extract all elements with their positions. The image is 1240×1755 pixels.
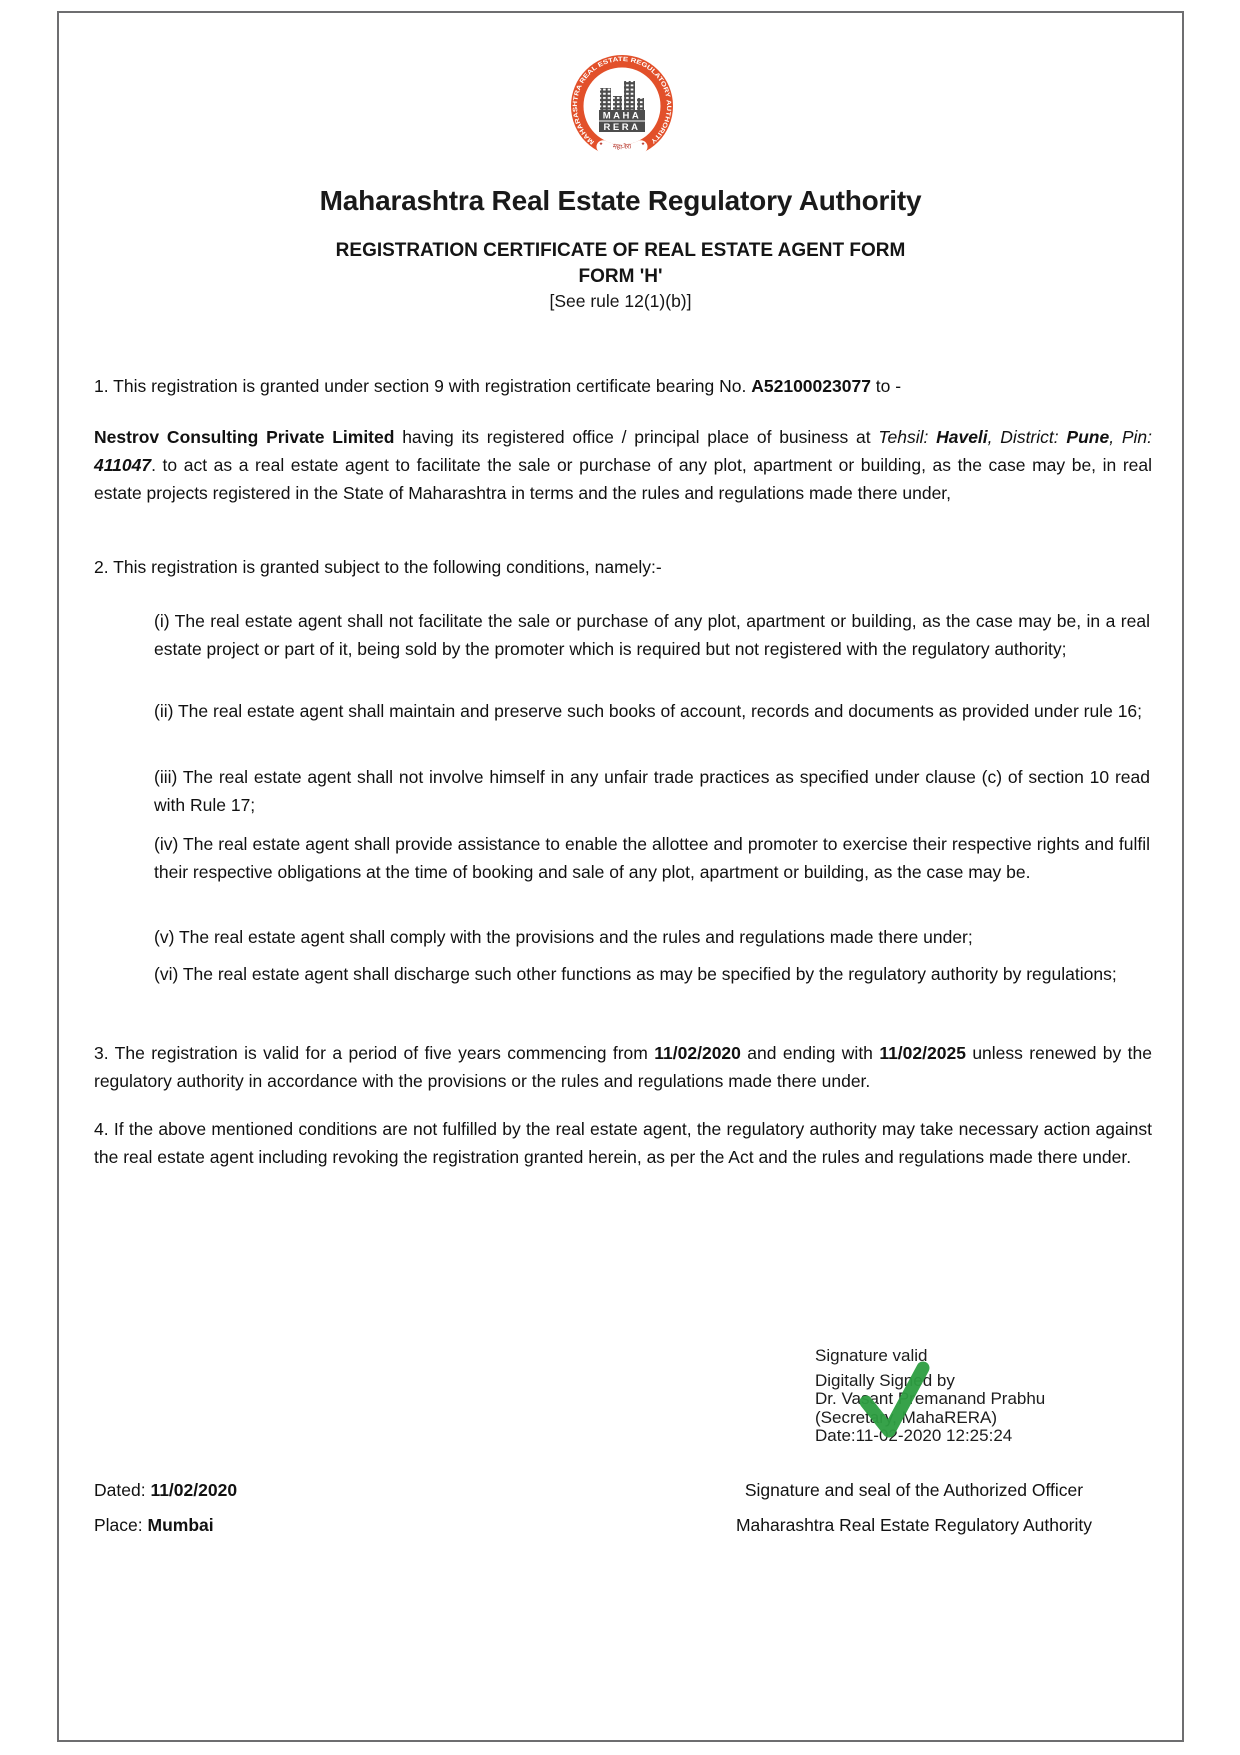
dated-label: Dated: bbox=[94, 1480, 151, 1500]
logo-star-left-icon: ★ bbox=[599, 141, 604, 146]
svg-text:MAHA: MAHA bbox=[602, 110, 642, 122]
condition-vi: (vi) The real estate agent shall discharge such other functions as may be specified by the regulatory authority by regulations; bbox=[154, 964, 1117, 984]
agent-name: Nestrov Consulting Private Limited bbox=[94, 427, 395, 447]
agent-seg1: having its registered office / principal place of business at bbox=[394, 427, 879, 447]
maharera-seal-logo bbox=[570, 54, 674, 158]
pin-label: Pin: bbox=[1121, 427, 1152, 447]
signature-checkmark-icon bbox=[856, 1360, 932, 1438]
registration-number: A52100023077 bbox=[751, 376, 871, 396]
clause-2: 2. This registration is granted subject to the following conditions, namely:- bbox=[94, 557, 662, 577]
signer-name: Dr. Vasant Premanand Prabhu bbox=[815, 1389, 1046, 1408]
svg-text:RERA: RERA bbox=[603, 122, 641, 134]
district-value: Pune bbox=[1066, 427, 1110, 447]
place-line bbox=[94, 1515, 214, 1536]
condition-i: (i) The real estate agent shall not facilitate the sale or purchase of any plot, apartment or building, as the case may be, in a real estate project or part of it, being sold by the promoter which is required but not registered with the regulatory authority; bbox=[154, 611, 1150, 659]
tehsil-label: Tehsil: bbox=[878, 427, 937, 447]
condition-iv: (iv) The real estate agent shall provide assistance to enable the allottee and promoter to exercise their respective rights and fulfil their respective obligations at the time of booking and sale of any plot, apartment or building, as the case may be. bbox=[154, 834, 1150, 882]
clause-1-text: 1. This registration is granted under section 9 with registration certificate bearing No. bbox=[94, 376, 752, 396]
signature-valid-line: Signature valid bbox=[815, 1346, 928, 1365]
agent-paragraph bbox=[94, 423, 1152, 507]
clause-4: 4. If the above mentioned conditions are not fulfilled by the real estate agent, the regulatory authority may take necessary action against the real estate agent including revoking the registration granted herein, as per the Act and the rules and regulations made there under. bbox=[94, 1119, 1152, 1167]
clause-1-suffix: to - bbox=[870, 376, 902, 396]
logo-ring-text: MAHARASHTRA REAL ESTATE REGULATORY AUTHORITY bbox=[571, 55, 673, 146]
condition-v: (v) The real estate agent shall comply with the provisions and the rules and regulations made there under; bbox=[154, 927, 973, 947]
validity-end-date: 11/02/2025 bbox=[879, 1043, 966, 1063]
clause-3 bbox=[94, 1039, 1152, 1095]
clause-1 bbox=[94, 372, 1152, 400]
condition-ii: (ii) The real estate agent shall maintain and preserve such books of account, records and documents as provided under rule 16; bbox=[154, 701, 1143, 721]
agent-sep1: , bbox=[987, 427, 1001, 447]
dated-line bbox=[94, 1480, 237, 1501]
authorized-officer-line: Signature and seal of the Authorized Officer bbox=[744, 1480, 1084, 1500]
dated-value: 11/02/2020 bbox=[150, 1480, 238, 1500]
page-title: Maharashtra Real Estate Regulatory Authority bbox=[319, 185, 922, 216]
logo-star-right-icon: ★ bbox=[641, 141, 646, 146]
authority-name-line: Maharashtra Real Estate Regulatory Authority bbox=[735, 1515, 1092, 1535]
certificate-border-frame bbox=[57, 11, 1184, 1742]
clause-3-seg3: unless renewed by the regulatory authority in accordance with the provisions or the rules and regulations made there under. bbox=[94, 1043, 1153, 1091]
signature-date: Date:11-02-2020 12:25:24 bbox=[815, 1426, 1013, 1445]
agent-sep2: , bbox=[1109, 427, 1122, 447]
signer-designation: (Secretary, MahaRERA) bbox=[815, 1407, 998, 1427]
place-label: Place: bbox=[94, 1515, 148, 1535]
clause-3-seg2: and ending with bbox=[740, 1043, 880, 1063]
pin-value: 411047 bbox=[94, 455, 152, 475]
maharera-seal-icon bbox=[570, 54, 674, 158]
rule-reference: [See rule 12(1)(b)] bbox=[549, 291, 692, 311]
digitally-signed-line: Digitally Signed by bbox=[815, 1370, 955, 1390]
logo-devanagari-text: महा-रेरा bbox=[612, 143, 632, 152]
district-label: District: bbox=[1000, 427, 1067, 447]
agent-rest: . to act as a real estate agent to facilitate the sale or purchase of any plot, apartment or building, as the case may be, in real estate projects registered in the State of Maharashtra in terms and the rules and regulations made there under, bbox=[94, 455, 1152, 503]
certificate-subtitle: REGISTRATION CERTIFICATE OF REAL ESTATE AGENT FORM bbox=[335, 240, 906, 261]
condition-iii: (iii) The real estate agent shall not involve himself in any unfair trade practices as specified under clause (c) of section 10 read with Rule 17; bbox=[154, 767, 1150, 815]
logo-wordmark bbox=[599, 110, 645, 133]
place-value: Mumbai bbox=[147, 1515, 214, 1535]
clause-3-seg1: 3. The registration is valid for a period of five years commencing from bbox=[94, 1043, 655, 1063]
form-name: FORM 'H' bbox=[578, 266, 663, 287]
tehsil-value: Haveli bbox=[936, 427, 988, 447]
validity-start-date: 11/02/2020 bbox=[654, 1043, 741, 1063]
